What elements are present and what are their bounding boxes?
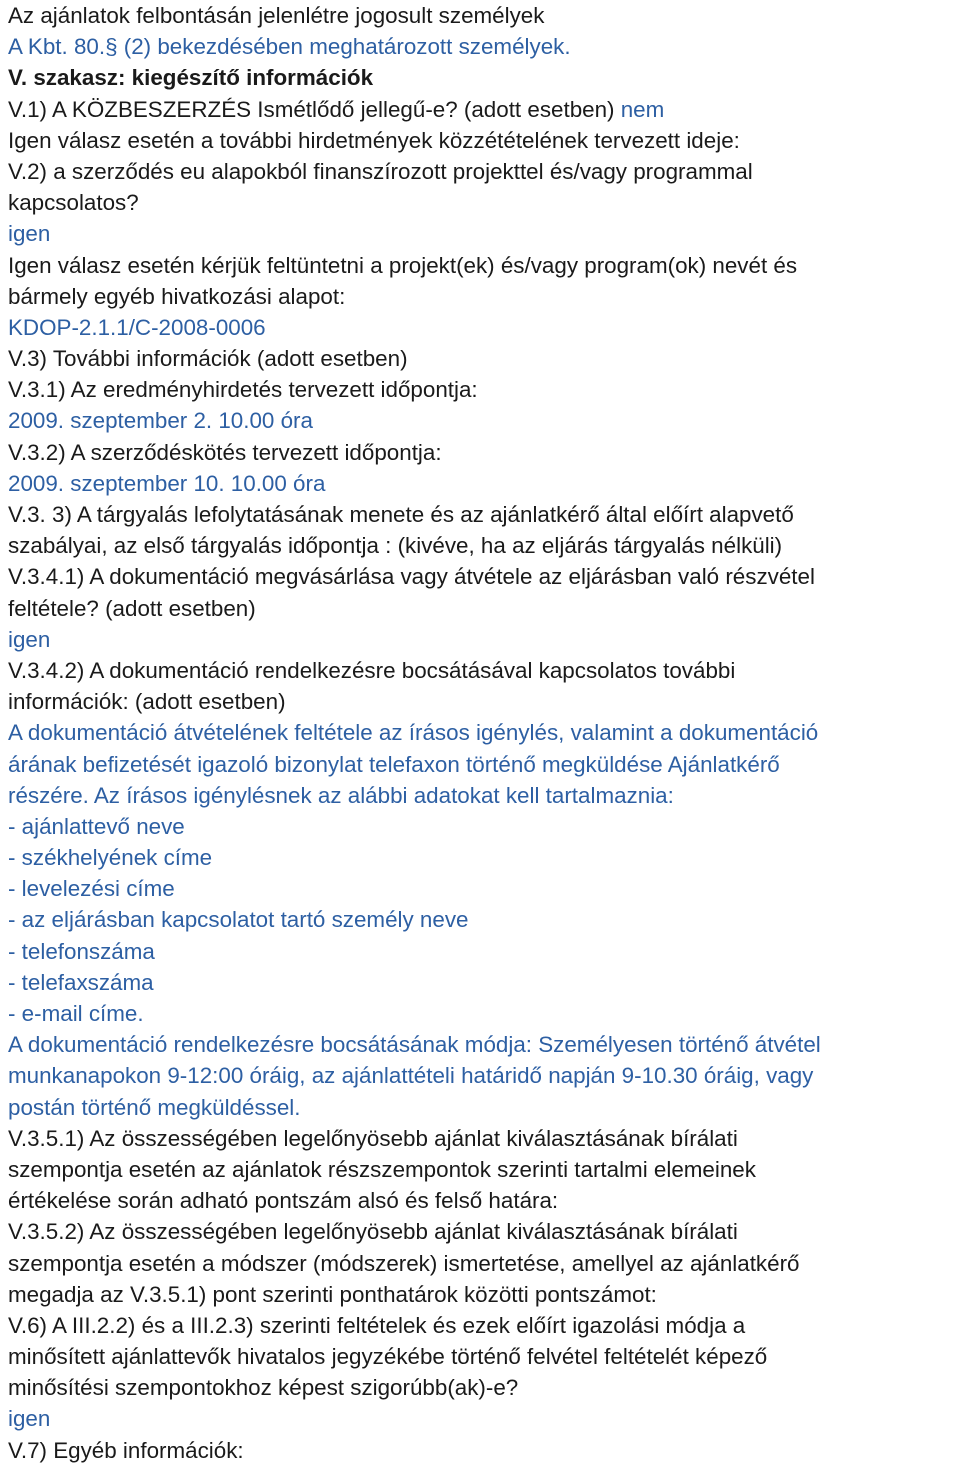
text-line [8,998,960,1029]
text-line [8,1341,960,1372]
line-text: V.1) A KÖZBESZERZÉS Ismétlődő jellegű-e? (adott esetben) [8,96,621,122]
text-line [8,1310,960,1341]
line-text: részére. Az írásos igénylésnek az alábbi adatokat kell tartalmaznia: [8,782,674,808]
line-text: szabályai, az első tárgyalás időpontja : (kivéve, ha az eljárás tárgyalás nélküli) [8,533,783,559]
text-line [8,125,960,156]
text-line [8,405,960,436]
text-line [8,0,960,31]
text-line [8,218,960,249]
line-value: nem [620,96,665,122]
text-line [8,94,960,125]
line-text: V.3.1) Az eredményhirdetés tervezett időpontja: [8,377,478,403]
text-line [8,936,960,967]
text-line [8,749,960,780]
text-line [8,250,960,281]
text-line [8,1216,960,1247]
line-text: V.2) a szerződés eu alapokból finanszírozott projekttel és/vagy programmal [8,158,753,184]
line-text: minősítési szempontokhoz képest szigorúbb(ak)-e? [8,1375,519,1401]
line-text: - székhelyének címe [8,845,213,871]
line-text: igen [8,1406,51,1432]
text-line [8,530,960,561]
text-line [8,811,960,842]
text-line [8,374,960,405]
text-line [8,780,960,811]
line-text: Igen válasz esetén kérjük feltüntetni a projekt(ek) és/vagy program(ok) nevét és [8,252,798,278]
line-text: A dokumentáció átvételének feltétele az írásos igénylés, valamint a dokumentáció [8,720,819,746]
text-line [8,904,960,935]
line-text: árának befizetését igazoló bizonylat telefaxon történő megküldése Ajánlatkérő [8,751,780,777]
line-text: feltétele? (adott esetben) [8,595,256,621]
line-text: szempontja esetén a módszer (módszerek) ismertetése, amellyel az ajánlatkérő [8,1250,800,1276]
text-line [8,561,960,592]
text-line [8,1435,960,1466]
line-text: V.7) Egyéb információk: [8,1437,244,1463]
line-text: információk: (adott esetben) [8,689,286,715]
line-text: 2009. szeptember 2. 10.00 óra [8,408,313,434]
line-text: Igen válasz esetén a további hirdetmények közzétételének tervezett ideje: [8,127,740,153]
line-text: - ajánlattevő neve [8,813,185,839]
text-line [8,156,960,187]
text-line [8,499,960,530]
line-text: Az ajánlatok felbontásán jelenlétre jogosult személyek [8,3,545,28]
text-line [8,686,960,717]
line-text: bármely egyéb hivatkozási alapot: [8,283,346,309]
text-line [8,655,960,686]
text-line [8,1092,960,1123]
line-text: V.3.2) A szerződéskötés tervezett időpontja: [8,439,442,465]
line-text: V.3) További információk (adott esetben) [8,346,408,372]
text-line [8,468,960,499]
line-text: igen [8,221,51,247]
text-line [8,873,960,904]
text-line [8,1279,960,1310]
text-line [8,281,960,312]
text-line [8,967,960,998]
text-line [8,1060,960,1091]
text-line [8,717,960,748]
text-line [8,842,960,873]
line-text: V.3. 3) A tárgyalás lefolytatásának menete és az ajánlatkérő által előírt alapvető [8,502,794,527]
line-text: A dokumentáció rendelkezésre bocsátásának módja: Személyesen történő átvétel [8,1032,821,1058]
line-text: V.3.4.2) A dokumentáció rendelkezésre bocsátásával kapcsolatos további [8,657,736,683]
line-text: - az eljárásban kapcsolatot tartó személy neve [8,907,469,933]
text-line [8,1185,960,1216]
line-text: kapcsolatos? [8,190,139,216]
text-line [8,1154,960,1185]
text-line [8,1248,960,1279]
line-text: V.6) A III.2.2) és a III.2.3) szerinti feltételek és ezek előírt igazolási módja a [8,1312,746,1338]
text-line [8,437,960,468]
line-text: - e-mail címe. [8,1001,144,1026]
line-text: 2009. szeptember 10. 10.00 óra [8,470,326,496]
line-text: szempontja esetén az ajánlatok részszempontok szerinti tartalmi elemeinek [8,1156,756,1182]
text-line [8,1029,960,1060]
line-text: munkanapokon 9-12:00 óráig, az ajánlattételi határidő napján 9-10.30 óráig, vagy [8,1063,814,1089]
text-line [8,62,960,93]
line-text: postán történő megküldéssel. [8,1094,301,1120]
line-text: V.3.4.1) A dokumentáció megvásárlása vagy átvétele az eljárásban való részvétel [8,564,815,590]
text-line [8,624,960,655]
line-text: V.3.5.1) Az összességében legelőnyösebb ajánlat kiválasztásának bírálati [8,1125,738,1151]
text-line [8,343,960,374]
line-text: KDOP-2.1.1/C-2008-0006 [8,314,266,340]
line-text: V. szakasz: kiegészítő információk [8,65,374,91]
text-line [8,1372,960,1403]
text-line [8,1123,960,1154]
line-text: - telefaxszáma [8,969,154,995]
text-line [8,1403,960,1434]
line-text: - levelezési címe [8,876,175,902]
text-line [8,31,960,62]
text-line [8,593,960,624]
line-text: minősített ajánlattevők hivatalos jegyzékébe történő felvétel feltételét képező [8,1344,768,1370]
line-text: - telefonszáma [8,938,155,964]
line-text: V.3.5.2) Az összességében legelőnyösebb ajánlat kiválasztásának bírálati [8,1219,738,1245]
line-text: értékelése során adható pontszám alsó és felső határa: [8,1188,559,1214]
text-line [8,312,960,343]
text-line [8,187,960,218]
line-text: igen [8,626,51,652]
line-text: A Kbt. 80.§ (2) bekezdésében meghatározott személyek. [8,34,571,60]
line-text: megadja az V.3.5.1) pont szerinti ponthatárok közötti pontszámot: [8,1281,657,1307]
